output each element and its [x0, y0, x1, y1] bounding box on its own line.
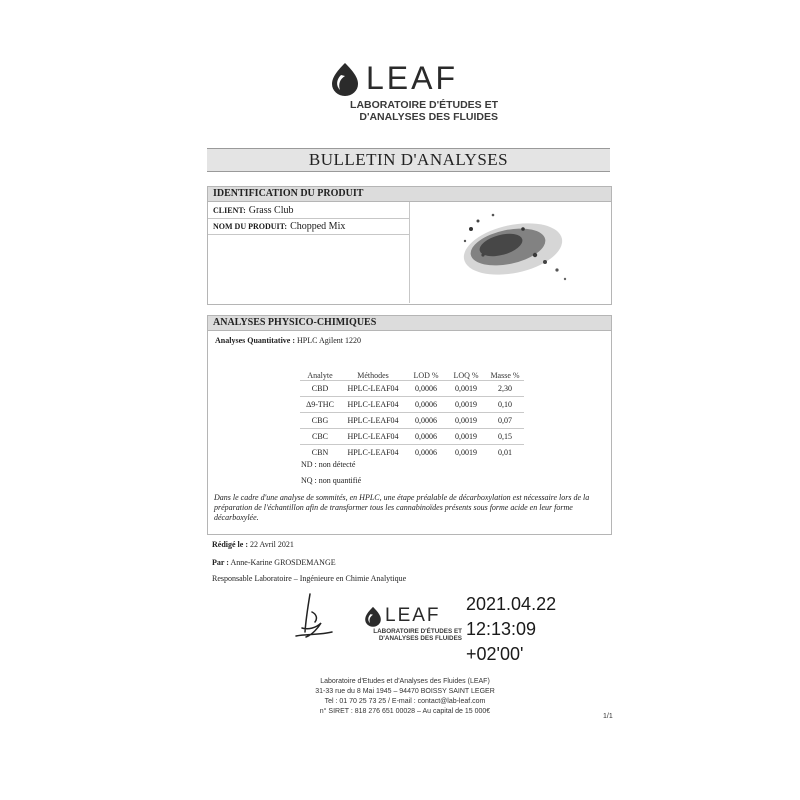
leaf-drop-icon	[330, 62, 360, 96]
lod-cell: 0,0006	[406, 445, 446, 461]
signature-date: 2021.04.22	[466, 594, 557, 614]
loq-cell: 0,0019	[446, 429, 486, 445]
analyte-cell: Δ9-THC	[300, 397, 340, 413]
author-name: Anne-Karine GROSDEMANGE	[230, 558, 336, 567]
col-analyte: Analyte	[307, 371, 333, 380]
analyte-cell: CBN	[300, 445, 340, 461]
nq-note: NQ : non quantifié	[301, 476, 362, 485]
quantitative-label: Analyses Quantitative :	[215, 336, 295, 345]
written-date: 22 Avril 2021	[250, 540, 294, 549]
method-cell: HPLC-LEAF04	[340, 445, 406, 461]
method-cell: HPLC-LEAF04	[340, 397, 406, 413]
brand-subtitle	[328, 100, 498, 123]
written-date-line	[212, 540, 294, 549]
results-table	[300, 354, 524, 460]
product-row	[208, 219, 409, 235]
leaf-drop-icon	[364, 606, 382, 627]
masse-cell: 0,01	[486, 445, 524, 461]
loq-cell: 0,0019	[446, 413, 486, 429]
quantitative-line	[215, 336, 361, 345]
col-loq: LOQ %	[453, 371, 479, 380]
masse-cell: 0,15	[486, 429, 524, 445]
analyses-section	[207, 315, 612, 535]
loq-cell: 0,0019	[446, 445, 486, 461]
nd-note: ND : non détecté	[301, 460, 356, 469]
table-row	[300, 429, 524, 445]
table-row	[300, 445, 524, 461]
brand-subtitle-line1: LABORATOIRE D'ÉTUDES ET	[350, 99, 498, 111]
client-value: Grass Club	[248, 205, 294, 216]
masse-cell: 0,10	[486, 397, 524, 413]
masse-cell: 2,30	[486, 381, 524, 397]
stamp-subtitle-line1: LABORATOIRE D'ÉTUDES ET	[373, 628, 462, 635]
table-row	[300, 413, 524, 429]
page-number: 1/1	[603, 713, 613, 720]
footer-line-contact: Tel : 01 70 25 73 25 / E-mail : contact@lab-leaf.com	[324, 698, 486, 705]
footer-line-address: 31-33 rue du 8 Mai 1945 – 94470 BOISSY SAINT LEGER	[315, 688, 495, 695]
col-lod: LOD %	[413, 371, 439, 380]
leaf-logo-stamp	[362, 605, 462, 647]
product-label: NOM DU PRODUIT:	[213, 222, 288, 231]
quantitative-value: HPLC Agilent 1220	[297, 336, 362, 345]
lod-cell: 0,0006	[406, 397, 446, 413]
analyte-cell: CBC	[300, 429, 340, 445]
stamp-subtitle-line2: D'ANALYSES DES FLUIDES	[378, 634, 462, 642]
analyte-cell: CBD	[300, 381, 340, 397]
method-cell: HPLC-LEAF04	[340, 413, 406, 429]
brand-subtitle-line2: D'ANALYSES DES FLUIDES	[359, 110, 498, 123]
analyses-heading: ANALYSES PHYSICO-CHIMIQUES	[208, 316, 611, 331]
footer-address	[250, 677, 560, 717]
table-row	[300, 397, 524, 413]
product-value: Chopped Mix	[290, 221, 346, 232]
stamp-brand-subtitle	[362, 629, 462, 643]
identification-heading: IDENTIFICATION DU PRODUIT	[208, 187, 611, 202]
lod-cell: 0,0006	[406, 413, 446, 429]
decarboxylation-note: Dans le cadre d'une analyse de sommités, en HPLC, une étape préalable de décarboxylation est nécessaire lors de la préparation de l'échantillon afin de transformer tous les cannabinoïdes présents sous forme acide en leur forme décarboxylée.	[214, 493, 590, 522]
identification-section	[207, 186, 612, 305]
column-divider	[409, 202, 410, 303]
method-cell: HPLC-LEAF04	[340, 381, 406, 397]
lod-cell: 0,0006	[406, 429, 446, 445]
client-label: CLIENT:	[213, 206, 246, 215]
written-label: Rédigé le :	[212, 540, 248, 549]
analyte-cell: CBG	[300, 413, 340, 429]
footer-line-lab: Laboratoire d'Etudes et d'Analyses des Fluides (LEAF)	[320, 678, 490, 685]
leaf-logo-header	[328, 60, 498, 128]
loq-cell: 0,0019	[446, 381, 486, 397]
author-line	[212, 558, 336, 567]
footer-line-siret: n° SIRET : 818 276 651 00028 – Au capital de 15 000€	[319, 708, 491, 715]
results-header-row	[300, 354, 524, 381]
product-sample-photo	[453, 207, 588, 292]
col-masse: Masse %	[490, 371, 520, 380]
document-title: BULLETIN D'ANALYSES	[207, 148, 610, 172]
signature-timestamp	[466, 592, 556, 667]
method-cell: HPLC-LEAF04	[340, 429, 406, 445]
signature-time: 12:13:09	[466, 619, 537, 639]
author-label: Par :	[212, 558, 229, 567]
handwritten-signature	[288, 592, 338, 640]
loq-cell: 0,0019	[446, 397, 486, 413]
col-methodes: Méthodes	[357, 371, 389, 380]
lod-cell: 0,0006	[406, 381, 446, 397]
client-row	[208, 203, 409, 219]
stamp-brand-name: LEAF	[385, 605, 441, 626]
signature-timezone: +02'00'	[466, 644, 524, 664]
brand-name: LEAF	[366, 60, 459, 96]
author-role: Responsable Laboratoire – Ingénieure en Chimie Analytique	[212, 574, 407, 583]
masse-cell: 0,07	[486, 413, 524, 429]
table-row	[300, 381, 524, 397]
